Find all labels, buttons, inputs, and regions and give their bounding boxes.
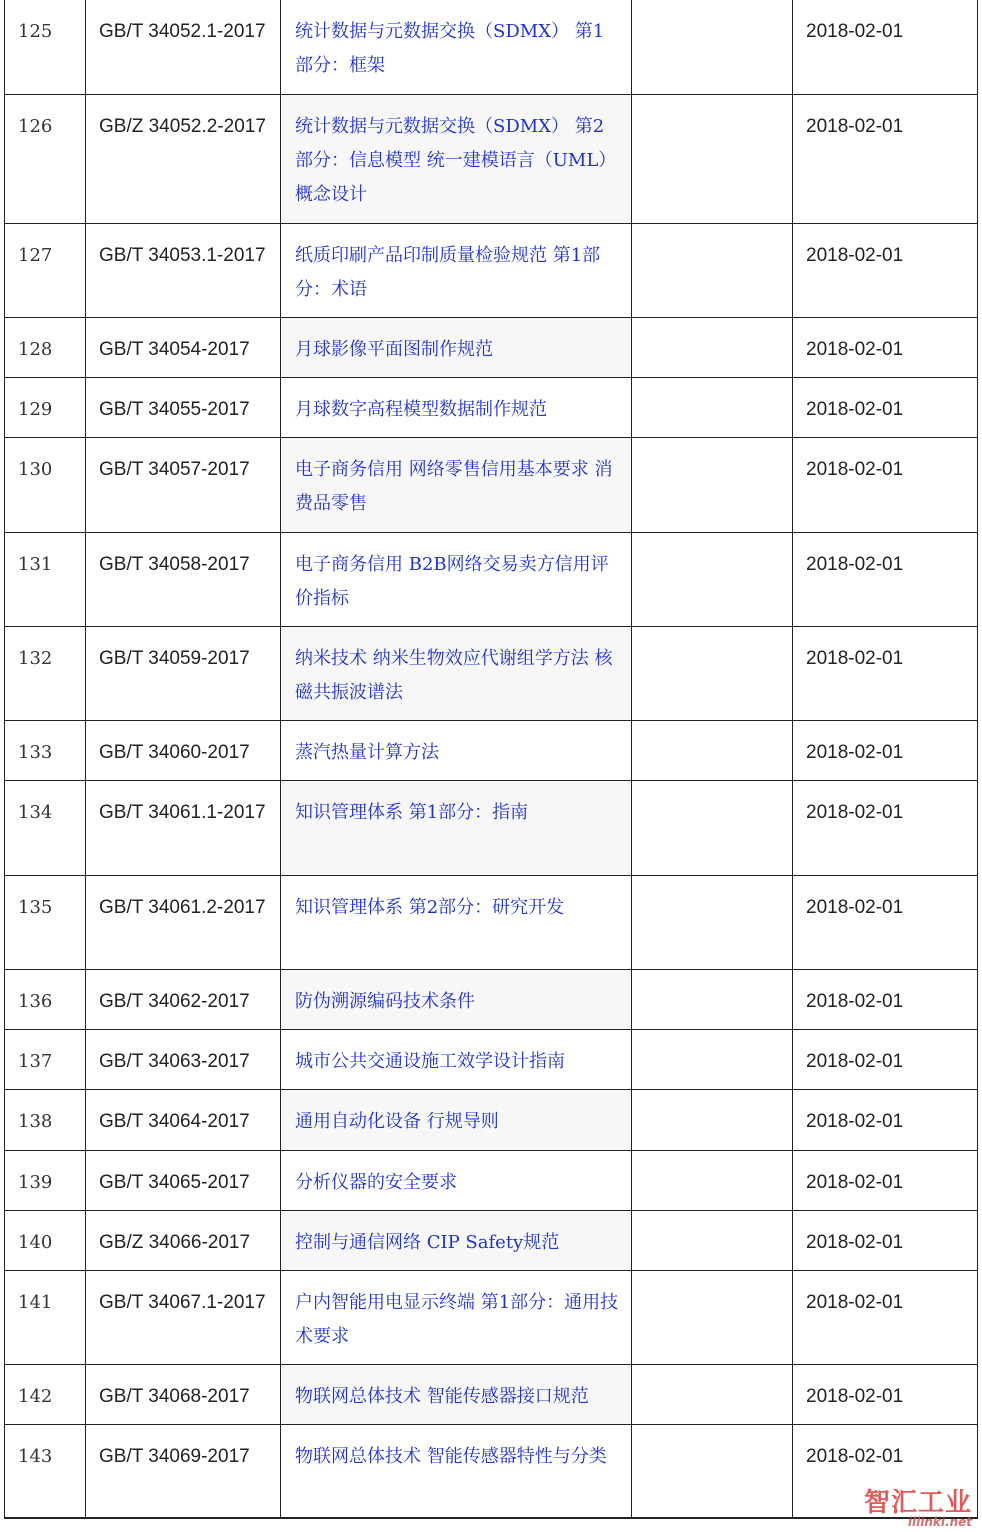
standard-code: GB/T 34067.1-2017 bbox=[86, 1270, 281, 1364]
effective-date: 2018-02-01 bbox=[793, 317, 978, 377]
standard-title-link[interactable]: 控制与通信网络 CIP Safety规范 bbox=[295, 1231, 560, 1253]
standard-code: GB/T 34062-2017 bbox=[86, 969, 281, 1029]
row-number: 126 bbox=[5, 94, 86, 223]
replaced-standard-cell bbox=[632, 1029, 793, 1089]
standard-title-cell bbox=[281, 223, 632, 317]
replaced-standard-cell bbox=[632, 1270, 793, 1364]
standard-code: GB/T 34064-2017 bbox=[86, 1089, 281, 1150]
table-row bbox=[5, 780, 978, 875]
table-row bbox=[5, 875, 978, 969]
effective-date: 2018-02-01 bbox=[793, 1270, 978, 1364]
standard-title-link[interactable]: 分析仪器的安全要求 bbox=[295, 1171, 457, 1193]
replaced-standard-cell bbox=[632, 780, 793, 875]
standards-table-container bbox=[4, 0, 977, 1519]
watermark-logo bbox=[864, 1490, 972, 1528]
table-row bbox=[5, 437, 978, 532]
standard-code: GB/T 34057-2017 bbox=[86, 437, 281, 532]
standard-code: GB/T 34061.2-2017 bbox=[86, 875, 281, 969]
standard-title-link[interactable]: 电子商务信用 B2B网络交易卖方信用评价指标 bbox=[295, 553, 609, 609]
standard-title-cell bbox=[281, 875, 632, 969]
standard-title-link[interactable]: 城市公共交通设施工效学设计指南 bbox=[295, 1050, 565, 1072]
standard-title-cell bbox=[281, 1210, 632, 1270]
standard-code: GB/T 34065-2017 bbox=[86, 1150, 281, 1210]
replaced-standard-cell bbox=[632, 377, 793, 437]
standard-title-cell bbox=[281, 1270, 632, 1364]
standard-title-cell bbox=[281, 1364, 632, 1424]
standard-code: GB/T 34053.1-2017 bbox=[86, 223, 281, 317]
standard-title-link[interactable]: 知识管理体系 第1部分：指南 bbox=[295, 801, 529, 823]
effective-date: 2018-02-01 bbox=[793, 1364, 978, 1424]
replaced-standard-cell bbox=[632, 223, 793, 317]
replaced-standard-cell bbox=[632, 532, 793, 626]
standard-code: GB/T 34058-2017 bbox=[86, 532, 281, 626]
table-row bbox=[5, 1424, 978, 1518]
row-number: 143 bbox=[5, 1424, 86, 1518]
standard-code: GB/T 34060-2017 bbox=[86, 720, 281, 780]
table-row bbox=[5, 377, 978, 437]
standard-code: GB/Z 34052.2-2017 bbox=[86, 94, 281, 223]
replaced-standard-cell bbox=[632, 1210, 793, 1270]
standard-title-link[interactable]: 月球数字高程模型数据制作规范 bbox=[295, 398, 547, 420]
table-row bbox=[5, 532, 978, 626]
table-row bbox=[5, 1150, 978, 1210]
row-number: 129 bbox=[5, 377, 86, 437]
table-row bbox=[5, 1210, 978, 1270]
row-number: 137 bbox=[5, 1029, 86, 1089]
standard-title-link[interactable]: 防伪溯源编码技术条件 bbox=[295, 990, 475, 1012]
standard-title-link[interactable]: 月球影像平面图制作规范 bbox=[295, 338, 493, 360]
replaced-standard-cell bbox=[632, 317, 793, 377]
standard-title-link[interactable]: 统计数据与元数据交换（SDMX） 第2部分：信息模型 统一建模语言（UML）概念设计 bbox=[295, 115, 617, 205]
standard-code: GB/T 34069-2017 bbox=[86, 1424, 281, 1518]
standard-title-cell bbox=[281, 1029, 632, 1089]
standard-title-cell bbox=[281, 532, 632, 626]
standard-title-link[interactable]: 蒸汽热量计算方法 bbox=[295, 741, 439, 763]
effective-date: 2018-02-01 bbox=[793, 437, 978, 532]
row-number: 135 bbox=[5, 875, 86, 969]
standard-title-cell bbox=[281, 1150, 632, 1210]
row-number: 128 bbox=[5, 317, 86, 377]
standards-table bbox=[4, 0, 978, 1519]
effective-date: 2018-02-01 bbox=[793, 1424, 978, 1518]
standard-title-cell bbox=[281, 437, 632, 532]
effective-date: 2018-02-01 bbox=[793, 780, 978, 875]
replaced-standard-cell bbox=[632, 875, 793, 969]
table-row bbox=[5, 317, 978, 377]
effective-date: 2018-02-01 bbox=[793, 377, 978, 437]
table-row bbox=[5, 0, 978, 94]
effective-date: 2018-02-01 bbox=[793, 875, 978, 969]
table-row bbox=[5, 720, 978, 780]
row-number: 139 bbox=[5, 1150, 86, 1210]
watermark-text: 智汇工业 bbox=[863, 1488, 972, 1518]
row-number: 142 bbox=[5, 1364, 86, 1424]
row-number: 125 bbox=[5, 0, 86, 94]
replaced-standard-cell bbox=[632, 1150, 793, 1210]
standards-table-body bbox=[5, 0, 978, 1518]
standard-title-cell bbox=[281, 0, 632, 94]
table-row bbox=[5, 94, 978, 223]
table-row bbox=[5, 626, 978, 720]
replaced-standard-cell bbox=[632, 1424, 793, 1518]
standard-title-link[interactable]: 户内智能用电显示终端 第1部分：通用技术要求 bbox=[295, 1291, 619, 1347]
standard-code: GB/T 34055-2017 bbox=[86, 377, 281, 437]
standard-title-cell bbox=[281, 1089, 632, 1150]
effective-date: 2018-02-01 bbox=[793, 1029, 978, 1089]
row-number: 140 bbox=[5, 1210, 86, 1270]
table-row bbox=[5, 969, 978, 1029]
replaced-standard-cell bbox=[632, 94, 793, 223]
watermark-url: illinki.net bbox=[907, 1515, 972, 1529]
table-row bbox=[5, 223, 978, 317]
row-number: 127 bbox=[5, 223, 86, 317]
standard-title-link[interactable]: 通用自动化设备 行规导则 bbox=[295, 1110, 499, 1132]
standard-code: GB/T 34068-2017 bbox=[86, 1364, 281, 1424]
effective-date: 2018-02-01 bbox=[793, 969, 978, 1029]
row-number: 131 bbox=[5, 532, 86, 626]
replaced-standard-cell bbox=[632, 969, 793, 1029]
replaced-standard-cell bbox=[632, 437, 793, 532]
standard-title-cell bbox=[281, 626, 632, 720]
standard-title-link[interactable]: 物联网总体技术 智能传感器接口规范 bbox=[295, 1385, 589, 1407]
row-number: 141 bbox=[5, 1270, 86, 1364]
effective-date: 2018-02-01 bbox=[793, 1089, 978, 1150]
standard-title-cell bbox=[281, 317, 632, 377]
standard-title-link[interactable]: 纳米技术 纳米生物效应代谢组学方法 核磁共振波谱法 bbox=[295, 647, 613, 703]
table-row bbox=[5, 1364, 978, 1424]
table-row bbox=[5, 1029, 978, 1089]
replaced-standard-cell bbox=[632, 1089, 793, 1150]
replaced-standard-cell bbox=[632, 0, 793, 94]
standard-code: GB/T 34059-2017 bbox=[86, 626, 281, 720]
effective-date: 2018-02-01 bbox=[793, 532, 978, 626]
row-number: 138 bbox=[5, 1089, 86, 1150]
replaced-standard-cell bbox=[632, 1364, 793, 1424]
standard-code: GB/Z 34066-2017 bbox=[86, 1210, 281, 1270]
row-number: 130 bbox=[5, 437, 86, 532]
effective-date: 2018-02-01 bbox=[793, 0, 978, 94]
row-number: 132 bbox=[5, 626, 86, 720]
replaced-standard-cell bbox=[632, 626, 793, 720]
effective-date: 2018-02-01 bbox=[793, 1150, 978, 1210]
effective-date: 2018-02-01 bbox=[793, 1210, 978, 1270]
standard-title-link[interactable]: 知识管理体系 第2部分：研究开发 bbox=[295, 896, 565, 918]
standard-code: GB/T 34052.1-2017 bbox=[86, 0, 281, 94]
effective-date: 2018-02-01 bbox=[793, 626, 978, 720]
standard-title-cell bbox=[281, 720, 632, 780]
standard-title-cell bbox=[281, 780, 632, 875]
replaced-standard-cell bbox=[632, 720, 793, 780]
standard-title-cell bbox=[281, 94, 632, 223]
standard-title-cell bbox=[281, 1424, 632, 1518]
standard-title-cell bbox=[281, 969, 632, 1029]
standard-code: GB/T 34061.1-2017 bbox=[86, 780, 281, 875]
row-number: 133 bbox=[5, 720, 86, 780]
effective-date: 2018-02-01 bbox=[793, 720, 978, 780]
standard-title-link[interactable]: 纸质印刷产品印制质量检验规范 第1部分：术语 bbox=[295, 244, 601, 300]
standard-title-cell bbox=[281, 377, 632, 437]
table-row bbox=[5, 1089, 978, 1150]
standard-code: GB/T 34054-2017 bbox=[86, 317, 281, 377]
table-row bbox=[5, 1270, 978, 1364]
row-number: 134 bbox=[5, 780, 86, 875]
standard-code: GB/T 34063-2017 bbox=[86, 1029, 281, 1089]
standard-title-link[interactable]: 电子商务信用 网络零售信用基本要求 消费品零售 bbox=[295, 458, 613, 514]
effective-date: 2018-02-01 bbox=[793, 223, 978, 317]
standard-title-link[interactable]: 统计数据与元数据交换（SDMX） 第1部分：框架 bbox=[295, 21, 605, 76]
row-number: 136 bbox=[5, 969, 86, 1029]
effective-date: 2018-02-01 bbox=[793, 94, 978, 223]
standard-title-link[interactable]: 物联网总体技术 智能传感器特性与分类 bbox=[295, 1445, 607, 1467]
